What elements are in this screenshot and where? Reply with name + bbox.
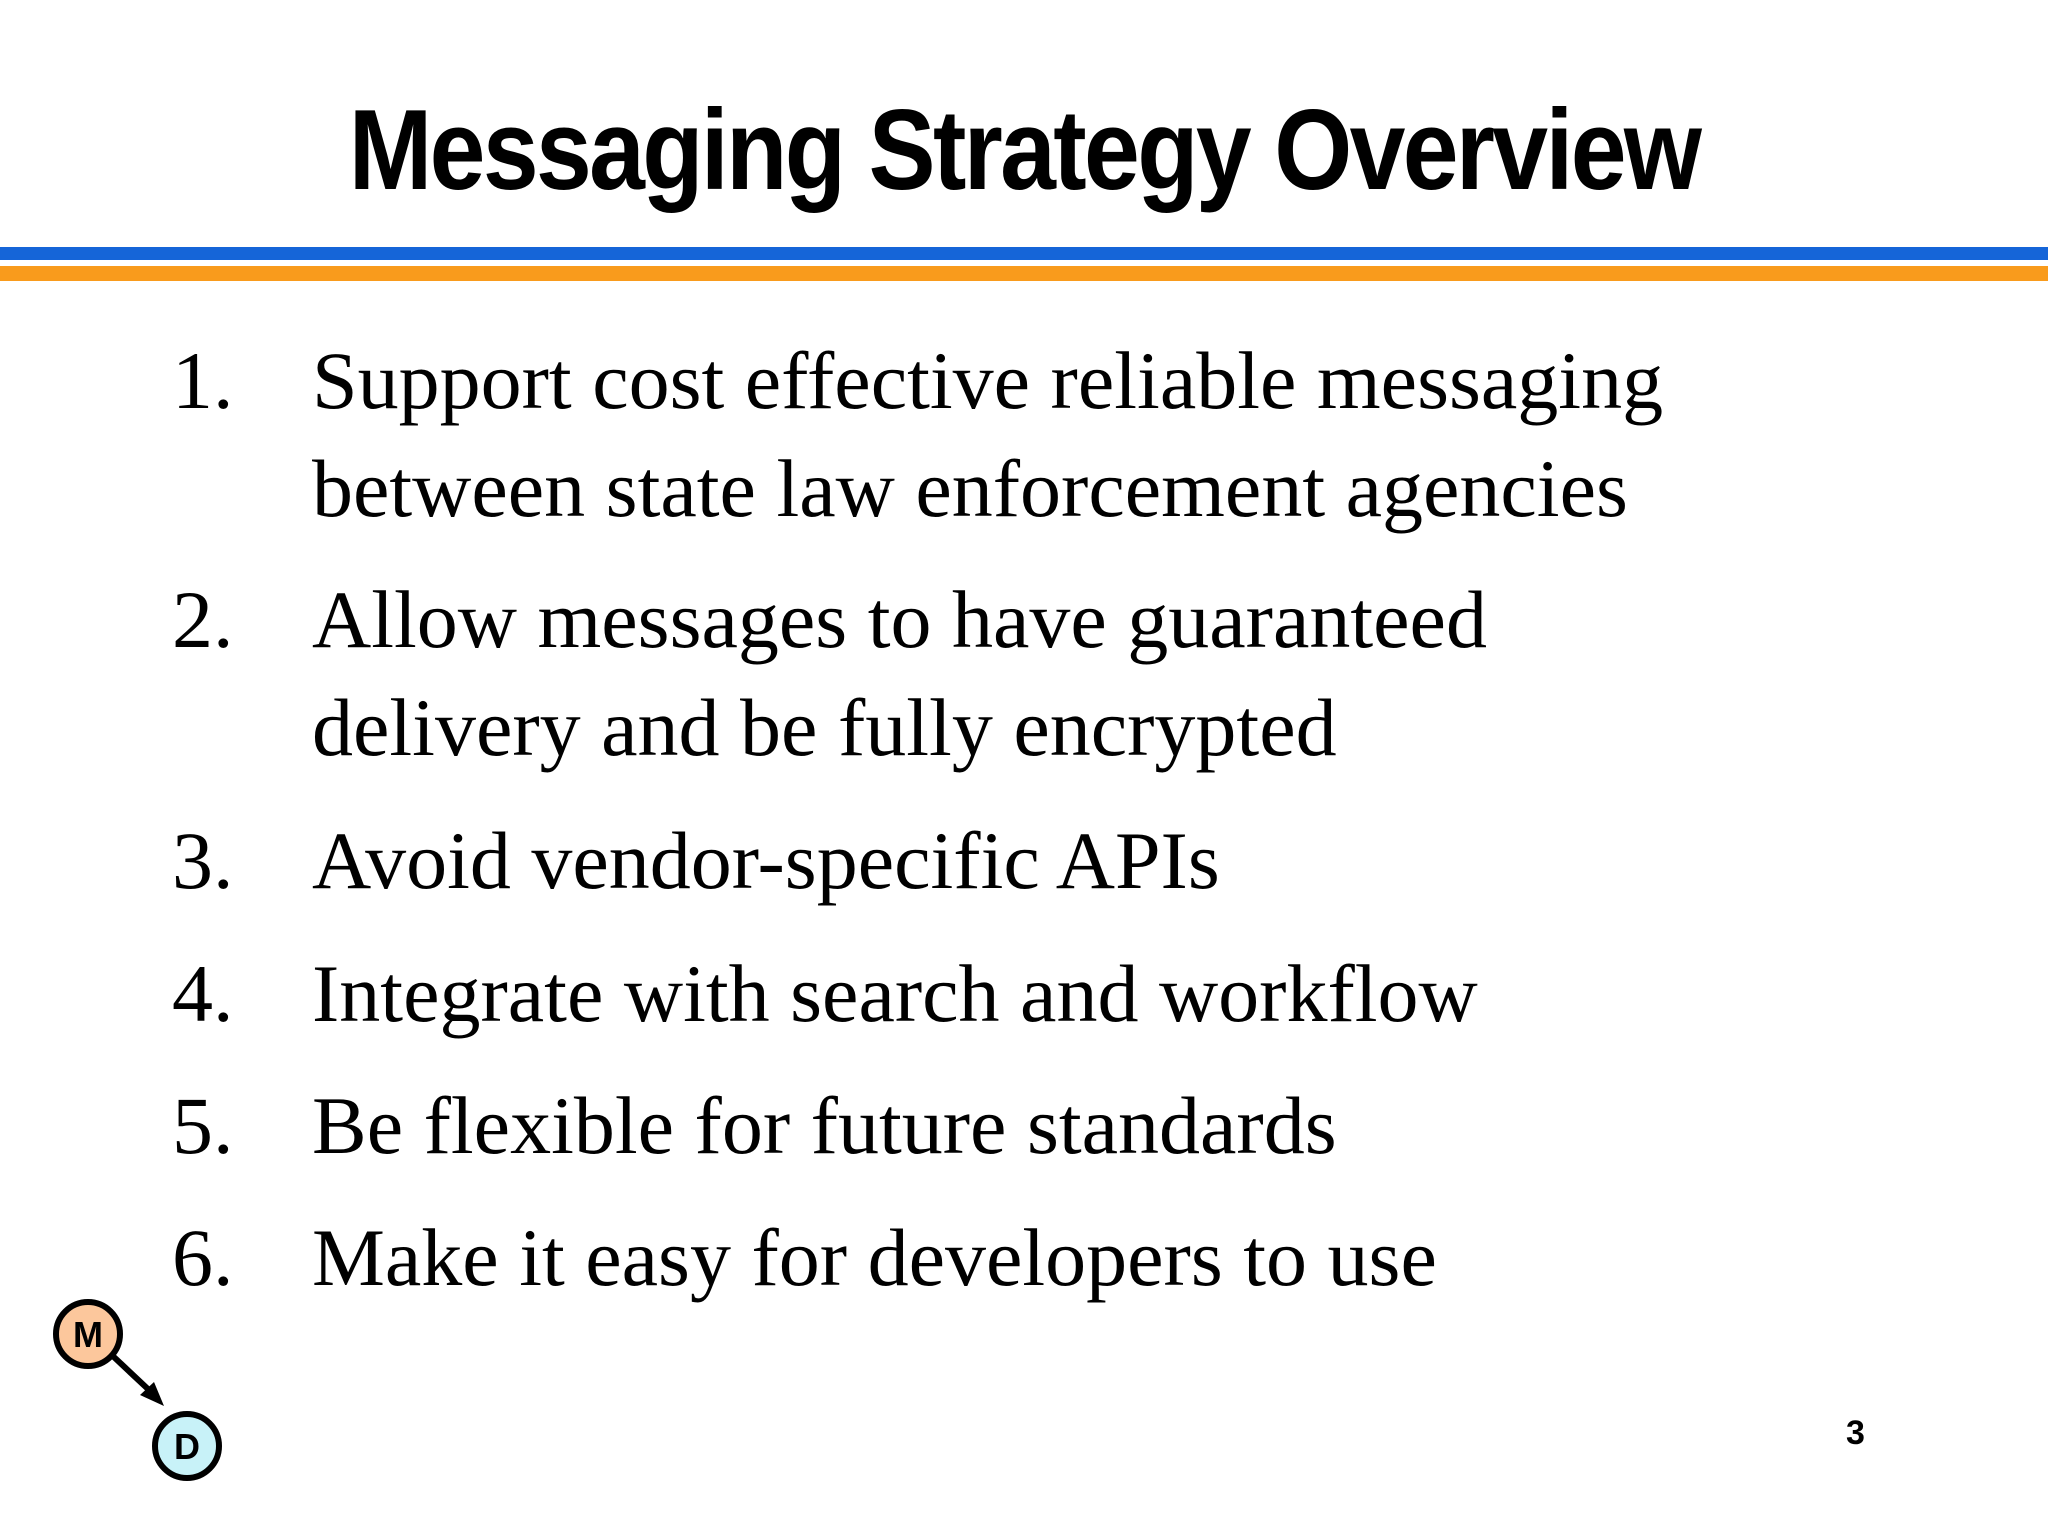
page-number: 3 — [1846, 1414, 1865, 1452]
list-item-text — [312, 566, 1872, 782]
list-item-line: between state law enforcement agencies — [312, 443, 1628, 534]
logo-m-letter: M — [73, 1314, 103, 1355]
list-item-line: Allow messages to have guaranteed — [312, 574, 1487, 665]
list-item-line: Integrate with search and workflow — [312, 948, 1478, 1039]
list-item-line: Support cost effective reliable messaging — [312, 335, 1664, 426]
list-item-line: Avoid vendor-specific APIs — [312, 815, 1220, 906]
list-item-text — [312, 807, 1872, 915]
md-logo — [44, 1294, 244, 1494]
list-item-line: Make it easy for developers to use — [312, 1212, 1437, 1303]
list-item-text — [312, 1204, 1872, 1312]
title-rule-blue — [0, 247, 2048, 260]
list-item-text — [312, 940, 1872, 1048]
list-item-text — [312, 327, 1872, 543]
logo-d-letter: D — [174, 1426, 200, 1467]
slide-title: Messaging Strategy Overview — [348, 87, 1700, 214]
list-item-number: 3. — [172, 815, 234, 906]
list-item-line: Be flexible for future standards — [312, 1080, 1337, 1171]
list-item-number: 6. — [172, 1212, 234, 1303]
list-item-text — [312, 1072, 1872, 1180]
list-item-number: 5. — [172, 1080, 234, 1171]
list-item-number: 1. — [172, 335, 234, 426]
list-item-number: 2. — [172, 574, 234, 665]
list-item-number: 4. — [172, 948, 234, 1039]
title-rule-orange — [0, 266, 2048, 281]
list-item-line: delivery and be fully encrypted — [312, 682, 1337, 773]
